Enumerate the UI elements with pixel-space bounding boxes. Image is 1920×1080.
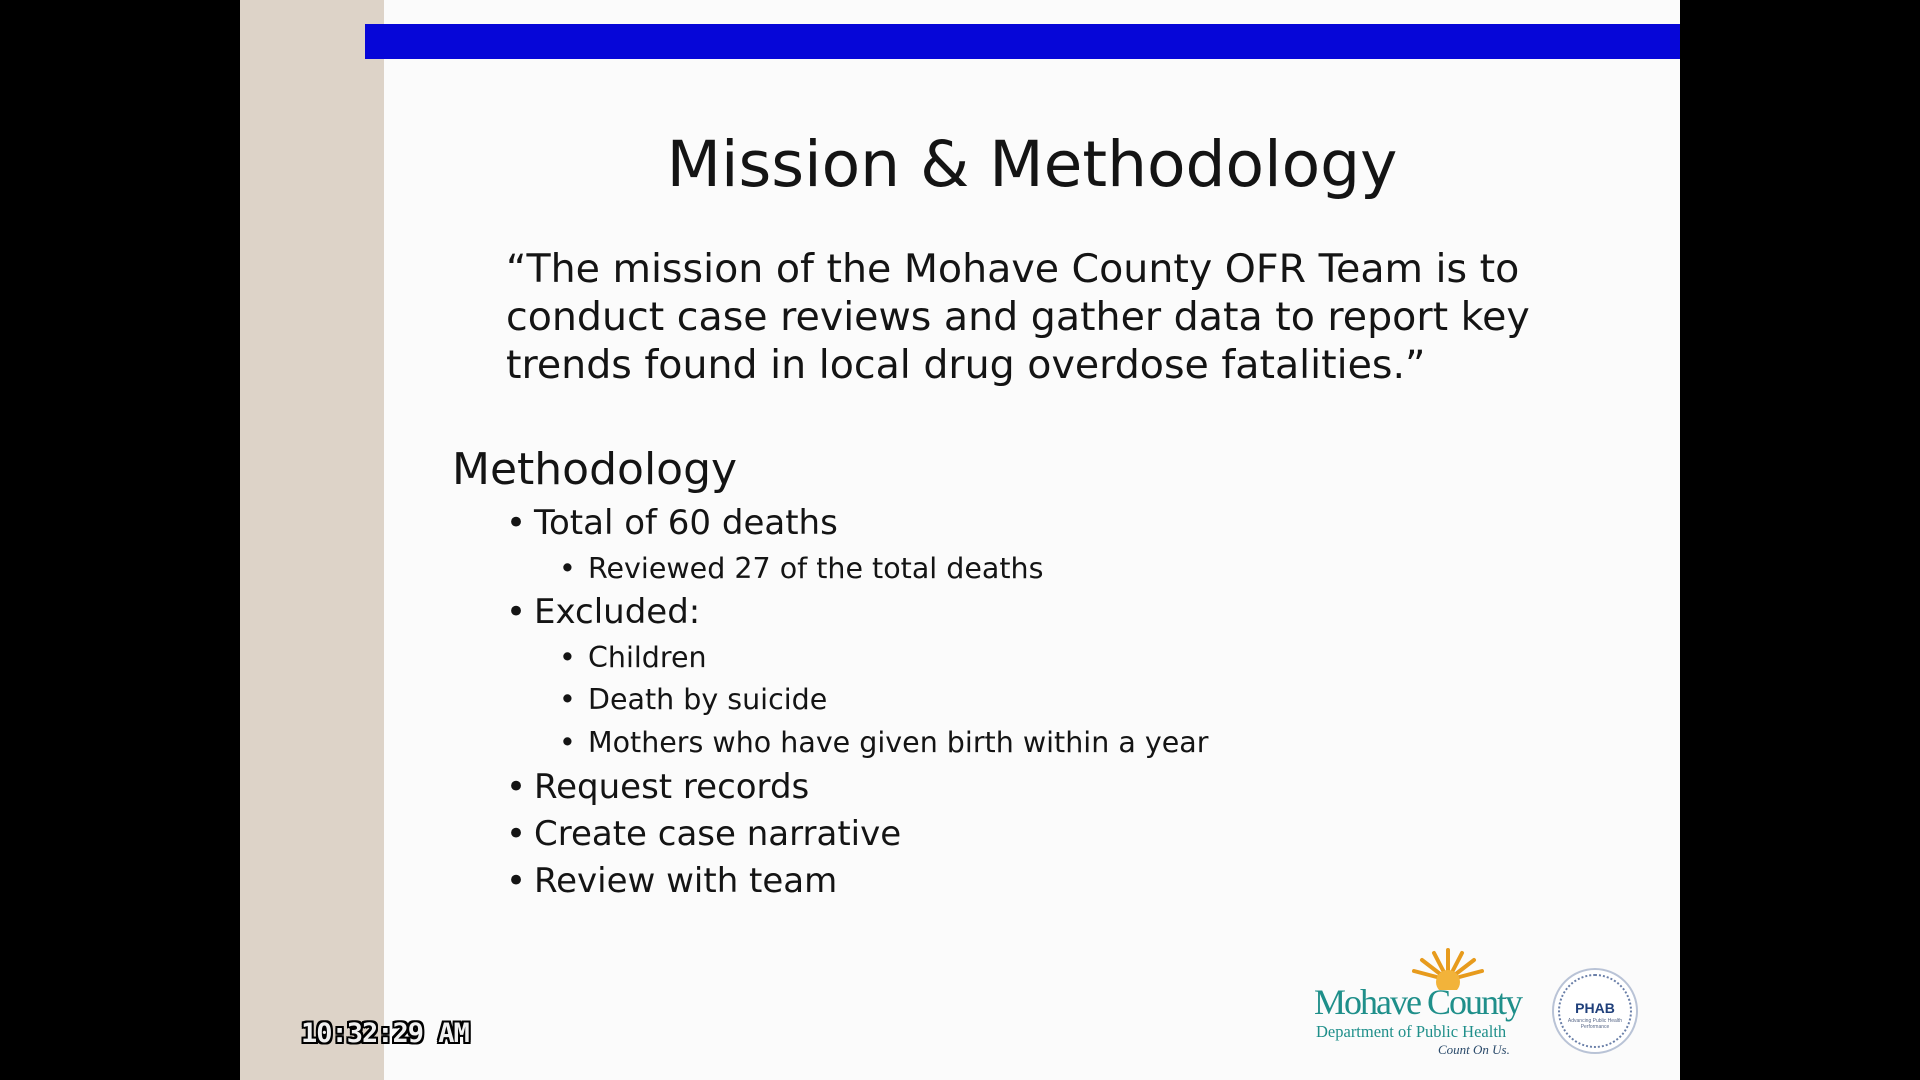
- bullet-icon: •: [506, 767, 527, 807]
- county-department: Department of Public Health: [1316, 1022, 1507, 1041]
- slide-side-accent-bar: [240, 0, 384, 1080]
- methodology-subitem-text: Children: [588, 641, 707, 674]
- methodology-item-text: Create case narrative: [534, 814, 902, 854]
- mission-quote-line: conduct case reviews and gather data to report key: [506, 294, 1530, 340]
- methodology-item: [506, 591, 700, 633]
- methodology-subitem: [559, 725, 1208, 761]
- county-tagline: Count On Us.: [1438, 1042, 1510, 1057]
- phab-accreditation-seal: [1552, 968, 1638, 1054]
- methodology-subitem-text: Reviewed 27 of the total deaths: [588, 552, 1044, 585]
- methodology-item-text: Review with team: [534, 861, 838, 901]
- mission-quote-line: “The mission of the Mohave County OFR Team is to: [506, 246, 1520, 292]
- methodology-item-text: Excluded:: [534, 592, 701, 632]
- mission-quote-line: trends found in local drug overdose fatalities.”: [506, 342, 1426, 388]
- methodology-subitem: [559, 551, 1043, 587]
- methodology-item-text: Request records: [534, 767, 810, 807]
- video-timestamp: 10:32:29 AM: [301, 1018, 469, 1049]
- methodology-item: [506, 860, 837, 902]
- bullet-icon: •: [559, 552, 576, 585]
- bullet-icon: •: [559, 683, 576, 716]
- methodology-subitem-text: Mothers who have given birth within a year: [588, 726, 1209, 759]
- bullet-icon: •: [559, 641, 576, 674]
- bullet-icon: •: [506, 814, 527, 854]
- slide-header-bar: [365, 24, 1680, 59]
- bullet-icon: •: [506, 503, 527, 543]
- methodology-item: [506, 502, 838, 544]
- methodology-item: [506, 813, 901, 855]
- methodology-subitem: [559, 640, 707, 676]
- bullet-icon: •: [506, 861, 527, 901]
- bullet-icon: •: [559, 726, 576, 759]
- methodology-heading: Methodology: [452, 444, 738, 495]
- methodology-subitem: [559, 682, 827, 718]
- mission-quote: [506, 245, 1606, 389]
- methodology-item: [506, 766, 809, 808]
- bullet-icon: •: [506, 592, 527, 632]
- methodology-subitem-text: Death by suicide: [588, 683, 828, 716]
- methodology-item-text: Total of 60 deaths: [534, 503, 838, 543]
- mohave-county-logo: [1310, 948, 1550, 1058]
- county-name: Mohave County: [1314, 982, 1521, 1022]
- phab-subtext: Advancing Public Health Performance: [1567, 1018, 1623, 1030]
- phab-acronym: PHAB: [1575, 1000, 1615, 1016]
- slide-title: Mission & Methodology: [666, 128, 1398, 201]
